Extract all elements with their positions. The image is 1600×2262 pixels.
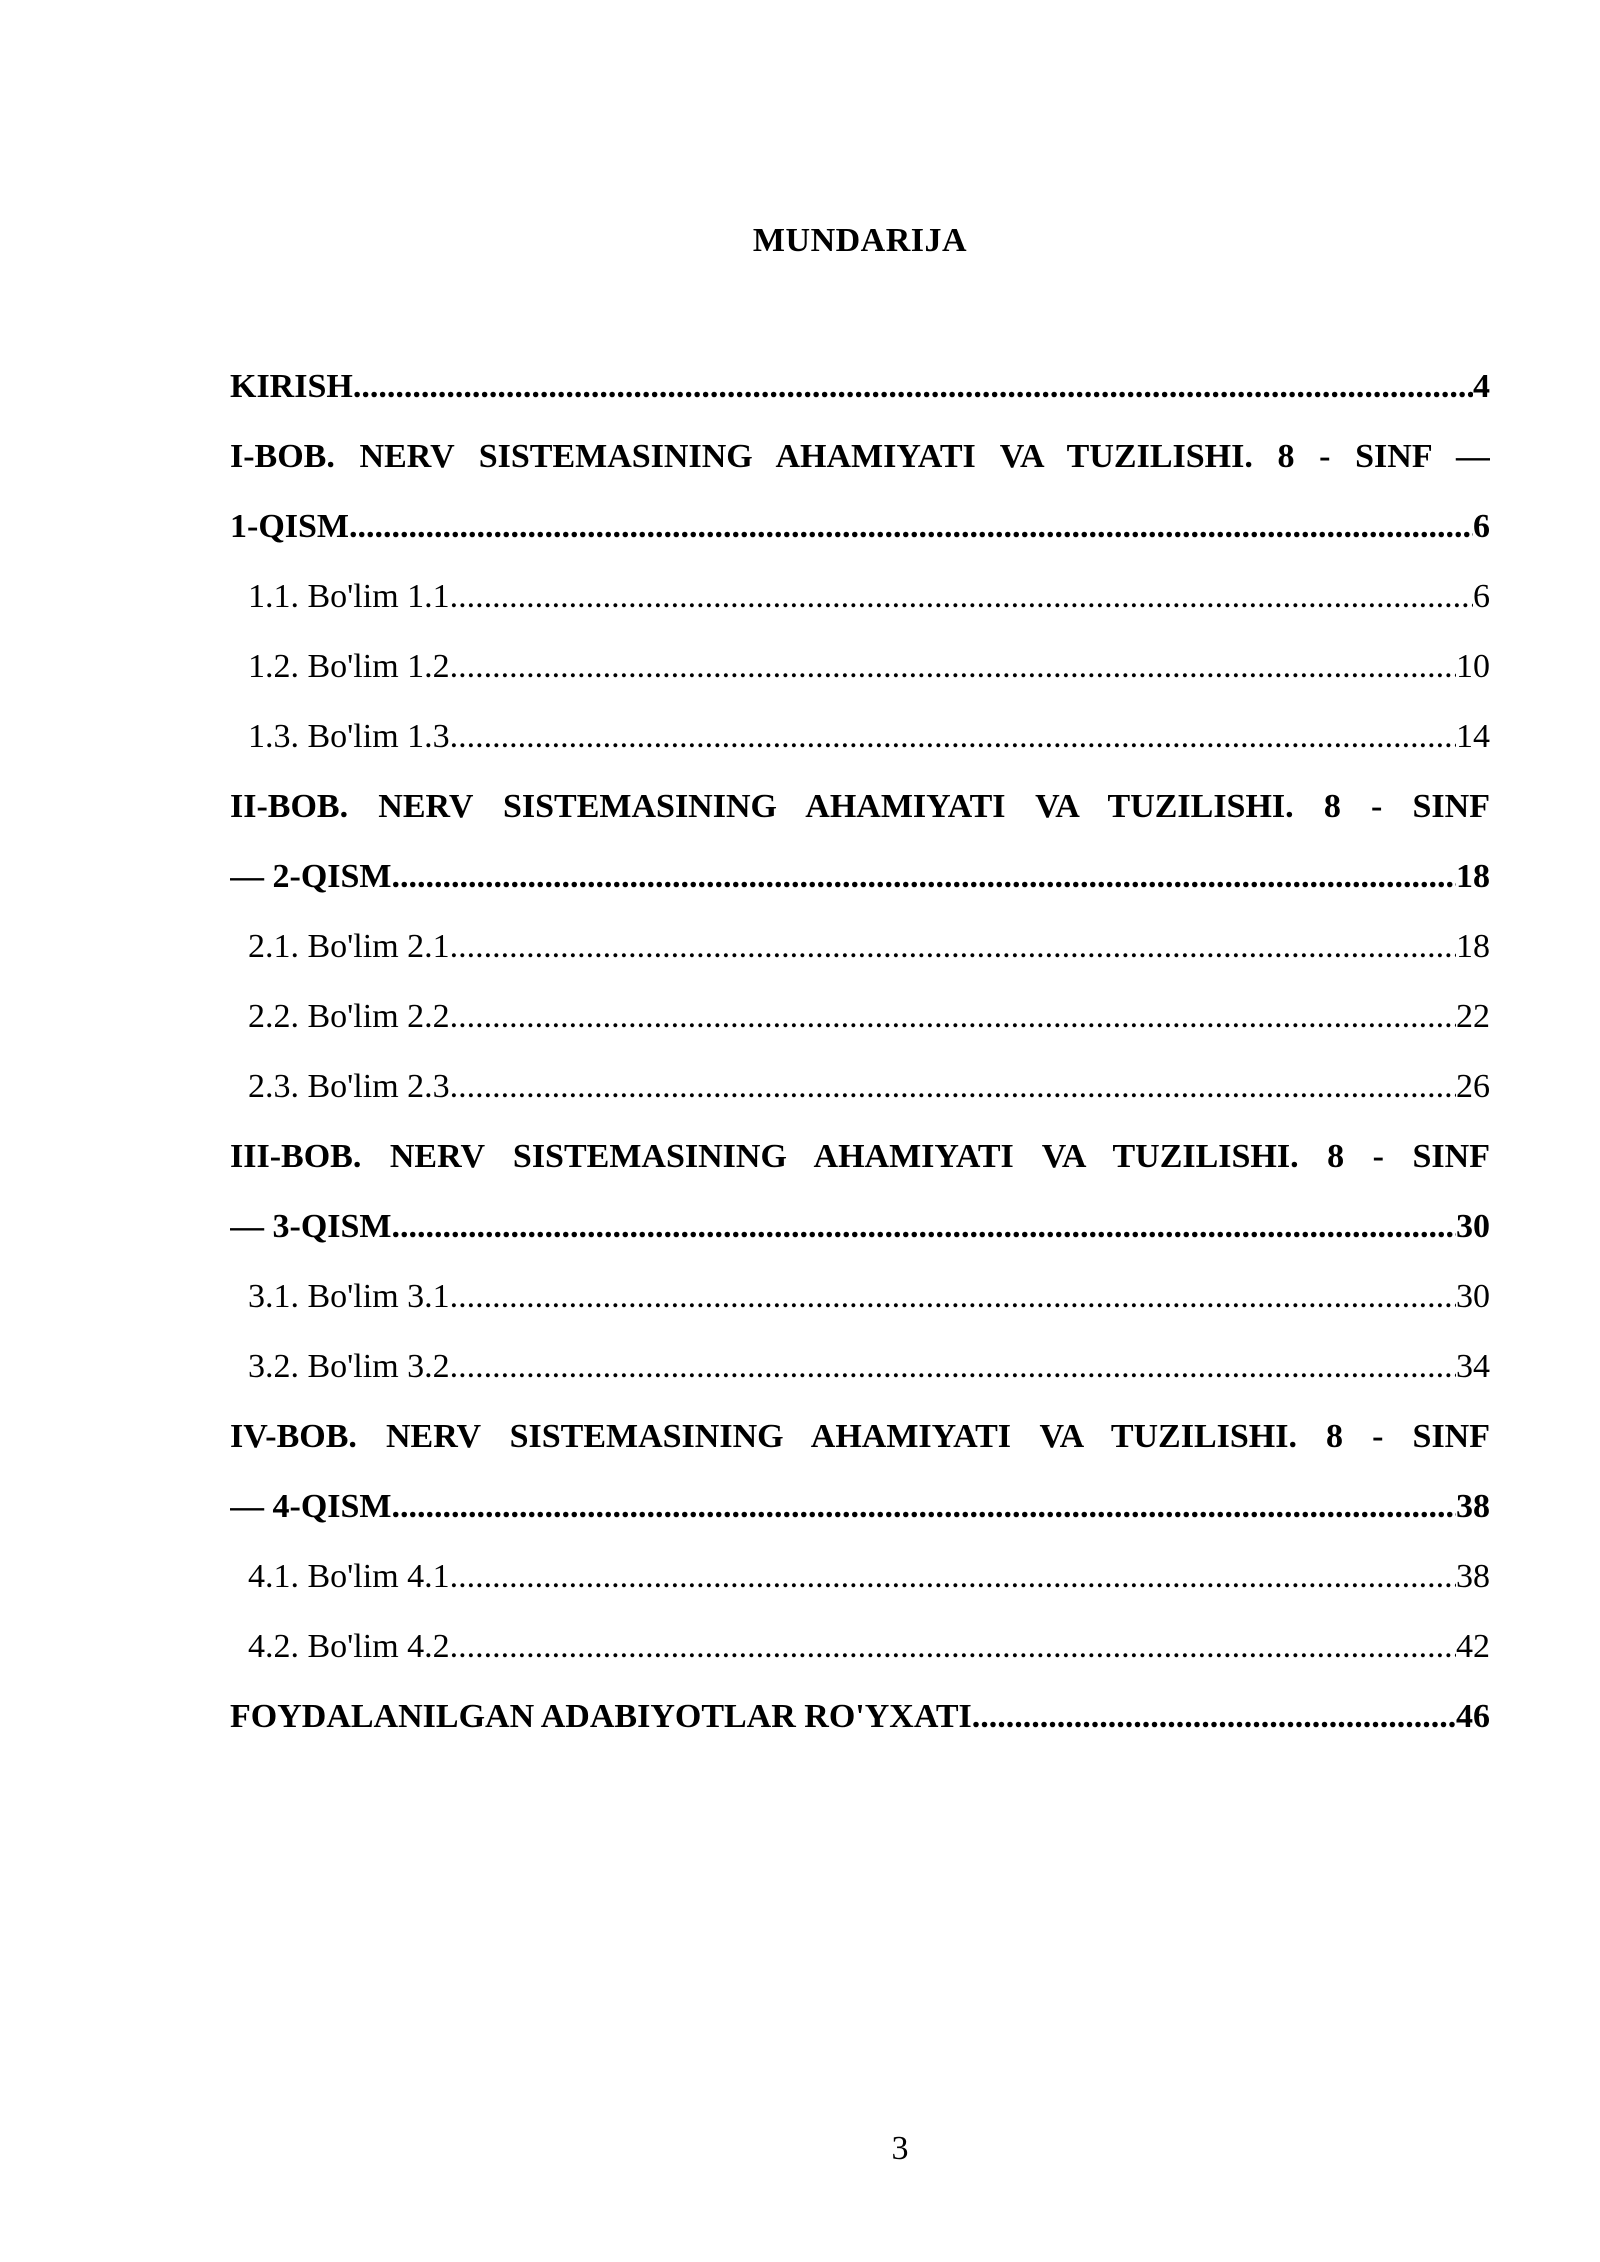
toc-entry-label: 3.1. Bo'lim 3.1 xyxy=(248,1278,450,1315)
toc-page-number: 22 xyxy=(1456,998,1490,1035)
dot-leader xyxy=(349,492,1473,562)
dot-leader xyxy=(450,562,1473,632)
dot-leader xyxy=(353,352,1473,422)
toc-page-number: 4 xyxy=(1473,368,1490,405)
toc-chapter-title-cont: — 3-QISM xyxy=(230,1208,392,1245)
toc-chapter-title: II-BOB. NERV SISTEMASINING AHAMIYATI VA TUZILISHI. 8 - SINF xyxy=(230,788,1490,825)
toc-entry-label: 2.2. Bo'lim 2.2 xyxy=(248,998,450,1035)
toc-entry-references[interactable] xyxy=(230,1682,1490,1752)
toc-section-1-3[interactable] xyxy=(230,702,1490,772)
toc-section-1-2[interactable] xyxy=(230,632,1490,702)
toc-page-number: 6 xyxy=(1473,578,1490,615)
toc-chapter-title-cont: — 4-QISM xyxy=(230,1488,392,1525)
dot-leader xyxy=(450,1332,1456,1402)
toc-chapter-4[interactable] xyxy=(230,1402,1490,1542)
toc-entry-label: 3.2. Bo'lim 3.2 xyxy=(248,1348,450,1385)
toc-page-number: 30 xyxy=(1456,1208,1490,1245)
dot-leader xyxy=(450,632,1456,702)
toc-page-number: 30 xyxy=(1456,1278,1490,1315)
toc-chapter-2[interactable] xyxy=(230,772,1490,912)
dot-leader xyxy=(450,1262,1456,1332)
page-title: MUNDARIJA xyxy=(752,222,968,259)
toc-page-number: 14 xyxy=(1456,718,1490,755)
toc-chapter-title: I-BOB. NERV SISTEMASINING AHAMIYATI VA TUZILISHI. 8 - SINF — xyxy=(230,438,1490,475)
toc-section-3-2[interactable] xyxy=(230,1332,1490,1402)
toc-entry-label: 2.3. Bo'lim 2.3 xyxy=(248,1068,450,1105)
toc-chapter-title: III-BOB. NERV SISTEMASINING AHAMIYATI VA TUZILISHI. 8 - SINF xyxy=(230,1138,1490,1175)
toc-section-2-3[interactable] xyxy=(230,1052,1490,1122)
dot-leader xyxy=(392,842,1457,912)
toc-section-4-2[interactable] xyxy=(230,1612,1490,1682)
toc-entry-label: 1.3. Bo'lim 1.3 xyxy=(248,718,450,755)
toc-section-3-1[interactable] xyxy=(230,1262,1490,1332)
dot-leader xyxy=(450,912,1456,982)
toc-page-number: 46 xyxy=(1456,1698,1490,1735)
toc-page-number: 6 xyxy=(1473,508,1490,545)
toc-entry-label: 4.1. Bo'lim 4.1 xyxy=(248,1558,450,1595)
dot-leader xyxy=(392,1192,1457,1262)
dot-leader xyxy=(450,982,1456,1052)
dot-leader xyxy=(392,1472,1457,1542)
toc-entry-label: 1.1. Bo'lim 1.1 xyxy=(248,578,450,615)
toc-chapter-1[interactable] xyxy=(230,422,1490,562)
toc-chapter-title-cont: — 2-QISM xyxy=(230,858,392,895)
page-number: 3 xyxy=(891,2130,909,2167)
dot-leader xyxy=(972,1682,1456,1752)
toc-section-2-1[interactable] xyxy=(230,912,1490,982)
toc-entry-label: FOYDALANILGAN ADABIYOTLAR RO'YXATI xyxy=(230,1698,972,1735)
toc-chapter-title: IV-BOB. NERV SISTEMASINING AHAMIYATI VA TUZILISHI. 8 - SINF xyxy=(230,1418,1490,1455)
toc-page-number: 38 xyxy=(1456,1558,1490,1595)
toc-entry-label: 1.2. Bo'lim 1.2 xyxy=(248,648,450,685)
toc-chapter-title-cont: 1-QISM xyxy=(230,508,349,545)
toc-page-number: 18 xyxy=(1456,928,1490,965)
dot-leader xyxy=(450,702,1456,772)
dot-leader xyxy=(450,1542,1456,1612)
toc-page-number: 38 xyxy=(1456,1488,1490,1525)
dot-leader xyxy=(450,1612,1456,1682)
toc-entry-label: 2.1. Bo'lim 2.1 xyxy=(248,928,450,965)
toc-section-2-2[interactable] xyxy=(230,982,1490,1052)
toc-entry-intro[interactable] xyxy=(230,352,1490,422)
toc-chapter-3[interactable] xyxy=(230,1122,1490,1262)
toc-section-1-1[interactable] xyxy=(230,562,1490,632)
toc-page-number: 10 xyxy=(1456,648,1490,685)
table-of-contents xyxy=(230,352,1490,1752)
toc-page-number: 34 xyxy=(1456,1348,1490,1385)
toc-entry-label: KIRISH xyxy=(230,368,353,405)
toc-section-4-1[interactable] xyxy=(230,1542,1490,1612)
dot-leader xyxy=(450,1052,1456,1122)
toc-entry-label: 4.2. Bo'lim 4.2 xyxy=(248,1628,450,1665)
toc-page-number: 18 xyxy=(1456,858,1490,895)
toc-page-number: 26 xyxy=(1456,1068,1490,1105)
toc-page-number: 42 xyxy=(1456,1628,1490,1665)
